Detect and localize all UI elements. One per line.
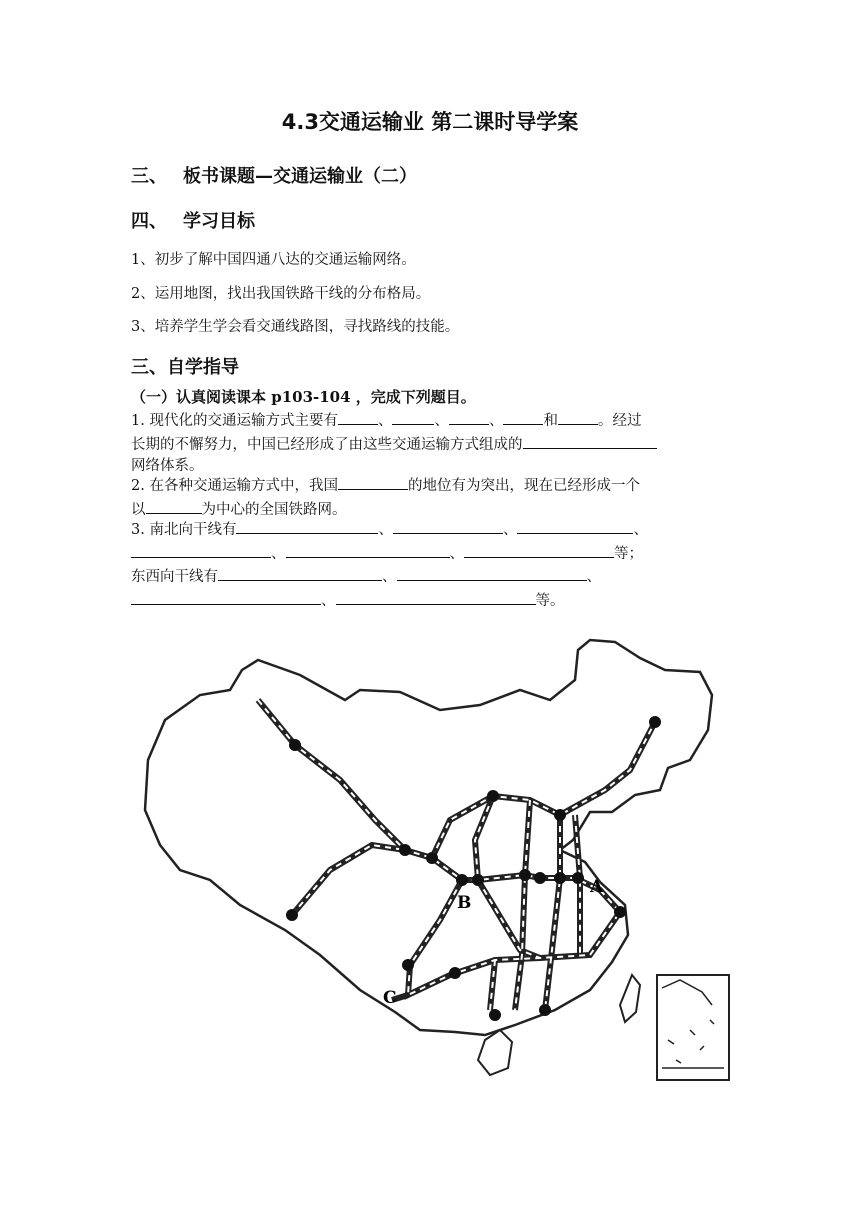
map-label-c: C — [383, 988, 397, 1008]
railway-dash — [258, 700, 655, 1010]
map-label-a: A — [590, 877, 604, 897]
section-number: 三、 — [131, 166, 167, 187]
question-1: 1. 现代化的交通运输方式主要有 、 、 、 和 。经过 长期的不懈努力，中国已经形成了由这些交通运输方式组成的 网络体系。 — [131, 409, 731, 478]
reading-instruction: （一）认真阅读课本 p103-104 ，完成下列题目。 — [131, 388, 476, 406]
railway-lines — [258, 700, 655, 1010]
section-heading-guide: 三、自学指导 — [131, 357, 239, 378]
south-sea-inset — [657, 975, 729, 1080]
taiwan-island — [620, 975, 640, 1022]
section-number: 四、 — [131, 211, 167, 232]
inset-details — [662, 980, 724, 1068]
hainan-island — [478, 1030, 512, 1075]
page-title: 4.3交通运输业 第二课时导学案 — [281, 110, 579, 134]
map-label-b: B — [457, 893, 472, 913]
question-3: 3. 南北向干线有 、 、 、 、 、 等； 东西向干线有 、 、 、 等。 — [131, 518, 731, 612]
question-2: 2. 在各种交通运输方式中，我国 的地位有为突出，现在已经形成一个 以 为中心的全国铁路网。 — [131, 474, 731, 521]
objective-item: 3、培养学生学会看交通线路图，寻找路线的技能。 — [131, 319, 460, 335]
objective-item: 1、初步了解中国四通八达的交通运输网络。 — [131, 252, 416, 268]
country-outline — [145, 640, 712, 1035]
objective-item: 2、运用地图，找出我国铁路干线的分布格局。 — [131, 286, 431, 302]
section-label: 学习目标 — [183, 211, 255, 232]
section-label: 板书课题—交通运输业（二） — [183, 166, 417, 187]
